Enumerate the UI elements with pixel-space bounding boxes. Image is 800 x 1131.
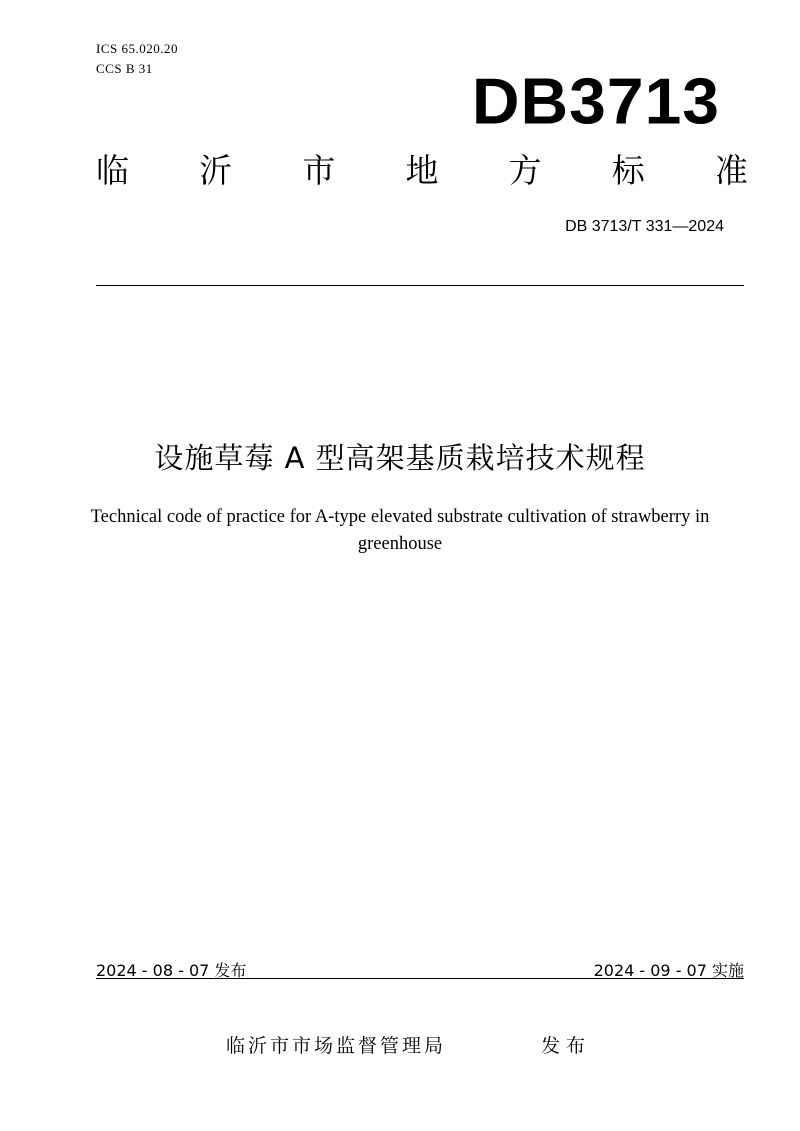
issue-label: 发布 [541, 1035, 592, 1057]
standard-type-title [96, 151, 748, 190]
ics-code: ICS 65.020.20 [96, 41, 178, 56]
standard-type-char: 沂 [199, 151, 233, 190]
ccs-code: CCS B 31 [96, 61, 153, 76]
english-title [70, 504, 730, 558]
top-divider [96, 285, 744, 286]
publish-date: 2024 - 08 - 07 发布 [96, 961, 247, 980]
standard-type-char: 临 [96, 151, 129, 190]
english-title-line-1: Technical code of practice for A-type elevated substrate cultivation of strawberry in [90, 507, 710, 527]
standard-type-char: 准 [714, 151, 748, 190]
standard-type-char: 方 [508, 151, 542, 190]
chinese-title: 设施草莓 A 型高架基质栽培技术规程 [154, 441, 646, 475]
standard-type-char: 市 [302, 151, 336, 190]
standard-type-char: 标 [611, 151, 645, 190]
standard-type-char: 地 [405, 151, 439, 190]
issuing-authority: 临沂市市场监督管理局 [226, 1035, 447, 1057]
bottom-divider [96, 978, 744, 979]
implement-date: 2024 - 09 - 07 实施 [593, 961, 744, 980]
english-title-line-2: greenhouse [357, 534, 443, 554]
standard-number: DB 3713/T 331—2024 [565, 218, 724, 235]
db-logo: DB3713 [471, 64, 720, 138]
